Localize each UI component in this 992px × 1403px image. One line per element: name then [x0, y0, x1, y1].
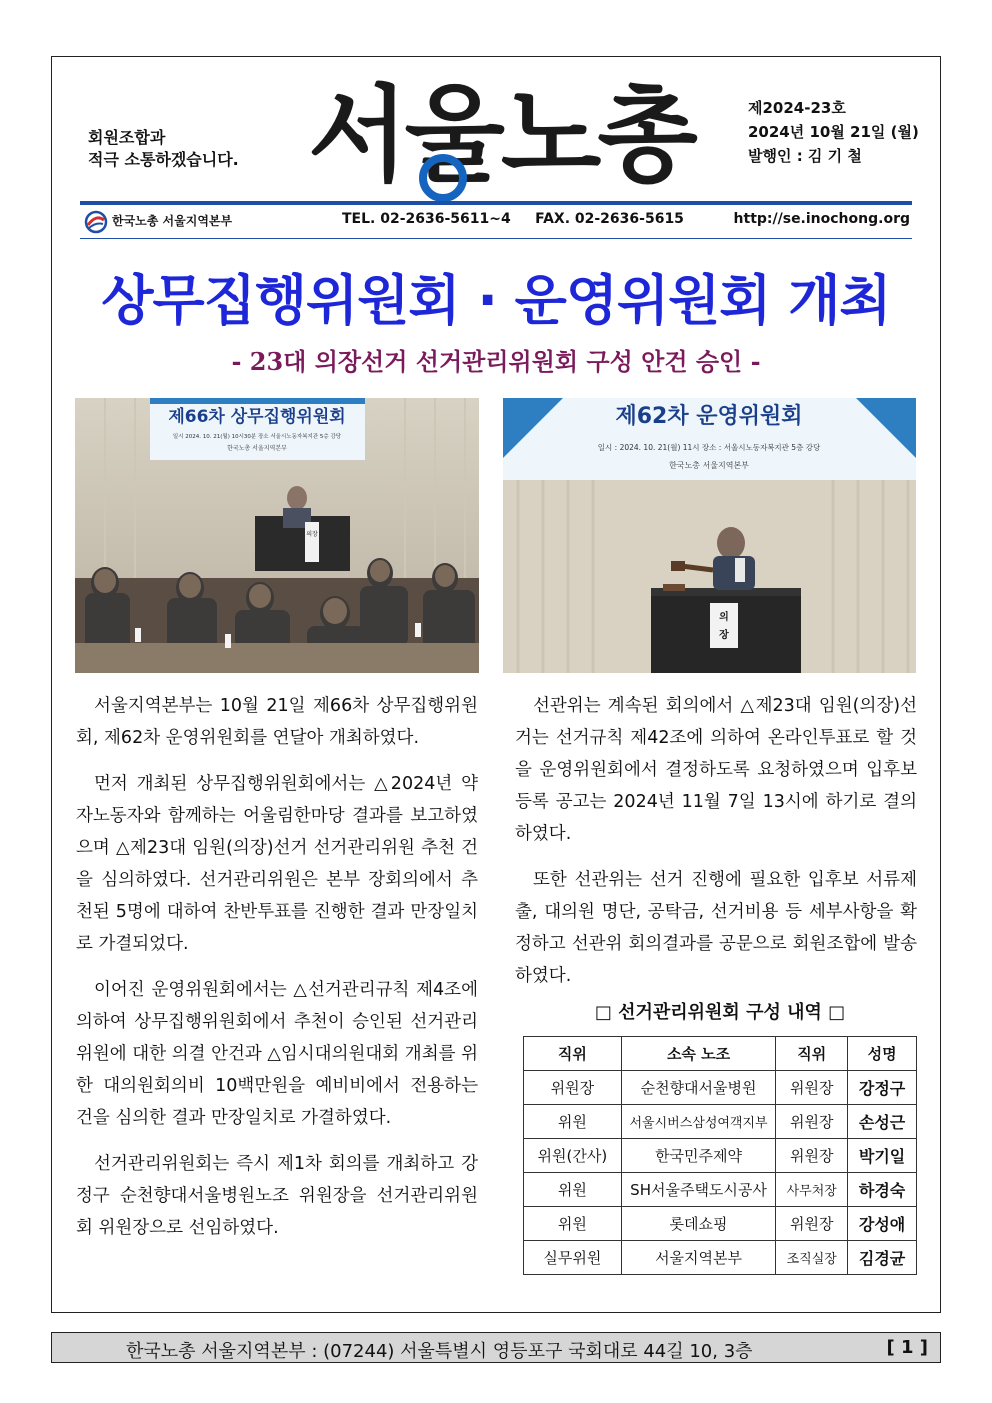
article-paragraph: 서울지역본부는 10월 21일 제66차 상무집행위원회, 제62차 운영위원회를 연달아 개최하였다. [76, 696, 478, 748]
tel-number: TEL. 02-2636-5611~4 [342, 211, 511, 227]
header-contact-bar [80, 201, 912, 239]
fax-number: FAX. 02-2636-5615 [535, 211, 684, 227]
article-paragraph: 선관위는 계속된 회의에서 △제23대 임원(의장)선거는 선거규칙 제42조에 의하여 온라인투표로 할 것을 운영위원회에서 결정하도록 요청하였으며 입후보등록 공고는 2024년 11월 7일 13시에 하기로 결의하였다. [515, 696, 917, 844]
slogan-line-1: 회원조합과 [88, 128, 166, 147]
footer-bar [51, 1332, 941, 1363]
table-row [524, 1105, 917, 1139]
right-banner-title: 제62차 운영위원회 [615, 404, 803, 429]
cell-union-position: 위원장 [776, 1207, 848, 1241]
header-union: 소속 노조 [621, 1037, 776, 1071]
cell-union-position: 위원장 [776, 1071, 848, 1105]
cell-union-position: 위원장 [776, 1105, 848, 1139]
cell-name: 하경숙 [848, 1173, 917, 1207]
article-paragraph: 또한 선관위는 선거 진행에 필요한 입후보 서류제출, 대의원 명단, 공탁금, 선거비용 등 세부사항을 확정하고 선관위 회의결과를 공문으로 회원조합에 발송하였다. [515, 870, 917, 986]
article-left-column [76, 690, 478, 1258]
left-banner-info: 일시 2024. 10. 21(월) 10시30분 장소 서울시노동자복지관 5층 강당 [172, 434, 342, 440]
newsletter-title [308, 70, 694, 200]
article-right-column [515, 690, 917, 1006]
cell-union-position: 위원장 [776, 1139, 848, 1173]
cell-union: SH서울주택도시공사 [621, 1173, 776, 1207]
newsletter-title-text: 서울노총 [308, 74, 694, 196]
cell-union-position: 사무처장 [776, 1173, 848, 1207]
header-name: 성명 [848, 1037, 917, 1071]
photo-executive-committee-image [75, 398, 479, 673]
photo-steering-committee-image [503, 398, 916, 673]
committee-table-title: □ 선거관리위원회 구성 내역 □ [594, 1002, 846, 1023]
table-row [524, 1207, 917, 1241]
issue-date: 2024년 10월 21일 (월) [748, 123, 919, 141]
article-paragraph: 먼저 개최된 상무집행위원회에서는 △2024년 약자노동자와 함께하는 어울림한마당 결과를 보고하였으며 △제23대 임원(의장)선거 선거관리위원 추천 건을 심의하였다. 선거관리위원은 본부 장회의에서 추천된 5명에 대하여 찬반투표를 진행한 결과 만장일치로 가결되었다. [76, 774, 478, 954]
publisher: 발행인 : 김 기 철 [748, 147, 862, 165]
cell-position: 실무위원 [524, 1241, 622, 1275]
cell-name: 김경균 [848, 1241, 917, 1275]
cell-position: 위원 [524, 1207, 622, 1241]
photo-steering-committee [503, 398, 916, 673]
right-banner-info: 일시 : 2024. 10. 21(월) 11시 장소 : 서울시노동자복지관 5층 강당 [597, 443, 821, 452]
issue-info [748, 96, 919, 168]
right-desk-sign-1: 의 [719, 612, 729, 623]
cell-position: 위원 [524, 1173, 622, 1207]
cell-name: 강성애 [848, 1207, 917, 1241]
left-banner-org: 한국노총 서울지역본부 [227, 445, 287, 452]
header-position: 직위 [524, 1037, 622, 1071]
table-row [524, 1173, 917, 1207]
cell-union: 롯데쇼핑 [621, 1207, 776, 1241]
subheadline: - 23대 의장선거 선거관리위원회 구성 안건 승인 - [231, 347, 761, 376]
cell-union: 서울지역본부 [621, 1241, 776, 1275]
issue-number: 제2024-23호 [748, 99, 846, 117]
committee-table [523, 1036, 917, 1275]
article-paragraph: 이어진 운영위원회에서는 △선거관리규칙 제4조에 의하여 상무집행위원회에서 추천이 승인된 선거관리위원에 대한 의결 안건과 △임시대의원대회 개최를 위한 대의원회의비 10백만원을 예비비에서 전용하는 건을 심의한 결과 만장일치로 가결하였다. [76, 980, 478, 1128]
slogan-line-2: 적극 소통하겠습니다. [88, 150, 239, 169]
cell-union: 한국민주제약 [621, 1139, 776, 1173]
table-row [524, 1139, 917, 1173]
website-link[interactable]: http://se.inochong.org [733, 211, 910, 227]
left-banner-title: 제66차 상무집행위원회 [168, 407, 346, 427]
org-name: 한국노총 서울지역본부 [112, 214, 233, 228]
slogan [88, 127, 239, 171]
contact-numbers [342, 211, 684, 227]
footer-address: 한국노총 서울지역본부 : (07244) 서울특별시 영등포구 국회대로 44길 10, 3층 [126, 1341, 753, 1362]
cell-name: 손성근 [848, 1105, 917, 1139]
cell-position: 위원장 [524, 1071, 622, 1105]
cell-name: 강정구 [848, 1071, 917, 1105]
cell-union: 순천향대서울병원 [621, 1071, 776, 1105]
page-number: [ 1 ] [886, 1337, 928, 1358]
cell-name: 박기일 [848, 1139, 917, 1173]
article-paragraph: 선거관리위원회는 즉시 제1차 회의를 개최하고 강정구 순천향대서울병원노조 위원장을 선거관리위원회 위원장으로 선임하였다. [76, 1154, 478, 1238]
headline: 상무집행위원회 · 운영위원회 개최 [101, 269, 891, 332]
table-row [524, 1071, 917, 1105]
table-row [524, 1241, 917, 1275]
photo-executive-committee [75, 398, 479, 673]
header-union-position: 직위 [776, 1037, 848, 1071]
org-logo-icon [84, 210, 108, 234]
cell-union-position: 조직실장 [776, 1241, 848, 1275]
right-banner-org: 한국노총 서울지역본부 [669, 461, 749, 470]
right-desk-sign-2: 장 [719, 630, 729, 641]
cell-union: 서울시버스삼성여객지부 [621, 1105, 776, 1139]
cell-position: 위원(간사) [524, 1139, 622, 1173]
title-blue-ring-icon [419, 154, 467, 202]
table-header-row [524, 1037, 917, 1071]
title-red-accent-icon [590, 162, 650, 198]
cell-position: 위원 [524, 1105, 622, 1139]
left-desk-sign: 의장 [306, 531, 318, 538]
